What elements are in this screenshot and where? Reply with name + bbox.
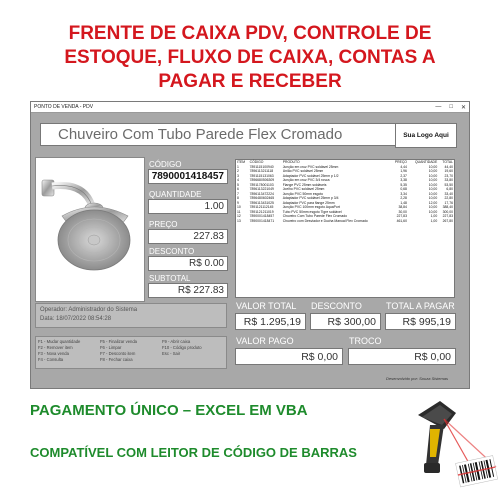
table-cell: Adaptador PVC soldável 25mm p 1/2: [282, 173, 339, 178]
subtitle-payment: PAGAMENTO ÚNICO – EXCEL EM VBA: [30, 402, 308, 419]
total-pagar-field: R$ 995,19: [385, 313, 456, 330]
table-cell: Tubo PVC 50mm esgoto Tigre soldável: [282, 209, 342, 214]
table-cell: 4: [237, 178, 239, 182]
table-cell: 388,40: [442, 205, 453, 209]
window-title: PONTO DE VENDA - PDV: [34, 104, 94, 110]
headline: [0, 22, 500, 94]
quantidade-label: QUANTIDADE: [149, 190, 202, 199]
table-cell: Chuveiro com Desviador e Ducha Manual Flex Cromado: [282, 218, 368, 223]
table-cell: 7891121211019: [249, 209, 274, 214]
table-cell: 300,00: [442, 209, 453, 214]
total-desconto-label: DESCONTO: [311, 301, 362, 311]
valor-total-field: R$ 1.295,19: [235, 313, 306, 330]
table-cell: União PVC soldável 25mm: [282, 169, 324, 173]
desconto-field: R$ 0.00: [148, 256, 228, 271]
table-cell: 9: [237, 200, 239, 205]
session-date: Data: 18/07/2022 08:54:28: [40, 316, 112, 322]
shortcut-item: F6 - Limpar: [100, 345, 122, 350]
table-cell: 7891121112145: [249, 205, 274, 209]
items-grid[interactable]: [235, 159, 455, 298]
grid-col-codigo: CÓDIGO: [249, 160, 264, 164]
table-cell: Adaptador PVC para flange 25mm: [282, 200, 335, 205]
window-titlebar: [31, 102, 469, 113]
shortcut-panel: [35, 336, 227, 369]
table-cell: 10,00: [428, 205, 438, 209]
operator-info: [35, 303, 227, 328]
valor-total-label: VALOR TOTAL: [236, 301, 297, 311]
table-cell: 2,37: [400, 173, 407, 178]
table-cell: Joelho PVC soldável 25mm: [282, 187, 325, 191]
table-cell: 461,60: [396, 218, 407, 223]
product-name-display: Chuveiro Com Tubo Parede Flex Cromado: [40, 123, 415, 146]
shortcut-column-1: [38, 339, 100, 366]
shortcut-item: F4 - Consulta: [38, 357, 64, 362]
close-button[interactable]: ✕: [460, 104, 466, 111]
table-cell: Junção em cruz PVC 3/4 rosca: [282, 178, 330, 182]
grid-col-total: TOTAL: [442, 160, 453, 164]
shortcut-item: F8 - Fechar caixa: [100, 357, 133, 362]
shortcut-item: F7 - Desconto item: [100, 351, 136, 356]
table-cell: Chuveiro Com Tubo Parede Flex Cromado: [282, 214, 347, 218]
table-cell: 7896113472224: [249, 191, 274, 196]
table-cell: 7891115100940: [249, 164, 274, 169]
table-cell: 10,00: [428, 191, 438, 196]
table-cell: Junção PVC 100mm esgoto AquaPort: [282, 205, 340, 209]
table-cell: 6,80: [446, 187, 453, 191]
table-cell: 7: [237, 191, 239, 196]
table-cell: Adaptador PVC soldável 25mm p 3/4: [282, 196, 339, 200]
table-cell: 7891115131063: [249, 173, 274, 178]
table-cell: 4,44: [400, 164, 407, 169]
table-cell: 6: [237, 187, 239, 191]
table-cell: 38,84: [398, 205, 407, 209]
shortcut-item: F9 - Abrir caixa: [162, 339, 191, 344]
total-pagar-label: TOTAL A PAGAR: [386, 301, 455, 311]
table-cell: 10,00: [428, 209, 438, 214]
table-cell: 7896113431025: [249, 200, 274, 205]
table-cell: 11: [237, 209, 241, 214]
table-row[interactable]: [236, 219, 454, 224]
valor-pago-label: VALOR PAGO: [236, 336, 294, 346]
grid-col-produto: PRODUTO: [282, 160, 300, 164]
headline-line-1: FRENTE DE CAIXA PDV, CONTROLE DE: [68, 23, 432, 44]
table-cell: 1,48: [400, 200, 407, 205]
table-cell: 33,40: [444, 191, 453, 196]
table-cell: 8: [237, 196, 239, 200]
items-table: [236, 160, 454, 223]
shower-head-icon: [36, 158, 144, 301]
desconto-label: DESCONTO: [149, 247, 195, 256]
table-cell: 10,00: [428, 196, 438, 200]
table-cell: 17,76: [444, 200, 453, 205]
table-cell: 53,50: [444, 182, 453, 187]
table-cell: 7890001418471: [249, 218, 275, 223]
table-cell: 2: [237, 169, 239, 173]
table-cell: 3: [237, 173, 239, 178]
table-cell: 1: [237, 164, 239, 169]
table-cell: 5: [237, 182, 239, 187]
table-cell: 12: [237, 214, 241, 218]
shortcut-item: F2 - Remover item: [38, 345, 73, 350]
shortcut-item: F5 - Finalizar venda: [100, 339, 138, 344]
table-cell: 7896480602465: [249, 196, 275, 200]
maximize-button[interactable]: □: [449, 103, 453, 110]
minimize-button[interactable]: —: [435, 103, 442, 110]
table-cell: 23,70: [444, 173, 453, 178]
table-cell: 3,34: [400, 191, 407, 196]
shortcut-item: F10 - Código produto: [162, 345, 202, 350]
table-cell: 227,83: [396, 214, 407, 218]
table-cell: 10,00: [428, 173, 438, 178]
logo-placeholder: Sua Logo Aqui: [395, 123, 457, 148]
table-cell: 7896113211118: [249, 169, 274, 173]
table-cell: 7896113221049: [249, 187, 274, 191]
codigo-input[interactable]: 7890001418457: [148, 169, 228, 184]
table-cell: 7896680506309: [249, 178, 275, 182]
subtitle-barcode: COMPATÍVEL COM LEITOR DE CÓDIGO DE BARRAS: [30, 445, 357, 460]
preco-field: 227.83: [148, 229, 228, 244]
table-cell: 1,00: [430, 214, 438, 218]
developer-credit: Desenvolvido por: Souza Sistemas: [386, 376, 449, 381]
headline-line-3: PAGAR E RECEBER: [158, 71, 342, 92]
troco-label: TROCO: [349, 336, 382, 346]
table-cell: 7891178001103: [249, 182, 274, 187]
troco-field: R$ 0,00: [348, 348, 456, 365]
table-cell: 5,35: [400, 182, 407, 187]
table-cell: 10,00: [428, 164, 438, 169]
quantidade-input[interactable]: 1.00: [148, 199, 228, 214]
valor-pago-input[interactable]: R$ 0,00: [235, 348, 343, 365]
shortcut-item: F3 - Nova venda: [38, 351, 69, 356]
table-cell: 1,96: [400, 169, 407, 173]
table-cell: 33,80: [444, 178, 453, 182]
subtotal-label: SUBTOTAL: [149, 274, 191, 283]
table-cell: 10: [237, 205, 241, 209]
table-cell: Junção em cruz PVC soldável 25mm: [282, 164, 339, 169]
grid-col-item: ITEM: [237, 160, 246, 164]
table-cell: Junção PVC 50mm esgoto: [282, 191, 324, 196]
table-cell: 7890001418457: [249, 214, 275, 218]
table-cell: 22,80: [444, 196, 453, 200]
shortcut-column-3: [162, 339, 224, 366]
table-cell: 0,68: [400, 187, 407, 191]
table-cell: 2,28: [400, 196, 407, 200]
table-cell: 1,00: [430, 218, 438, 223]
barcode-scanner-icon: [400, 395, 500, 493]
table-cell: 10,00: [428, 182, 438, 187]
table-cell: 19,60: [444, 169, 453, 173]
table-cell: 227,83: [442, 214, 453, 218]
table-cell: 10,00: [428, 187, 438, 191]
codigo-label: CÓDIGO: [149, 160, 182, 169]
table-cell: 10,00: [428, 169, 438, 173]
operator-name: Operador: Administrador do Sistema: [40, 307, 138, 313]
total-desconto-field: R$ 300,00: [310, 313, 381, 330]
table-cell: 44,40: [444, 164, 453, 169]
preco-label: PREÇO: [149, 220, 178, 229]
table-cell: 12,00: [428, 200, 438, 205]
shortcut-column-2: [100, 339, 162, 366]
headline-line-2: ESTOQUE, FLUXO DE CAIXA, CONTAS A: [64, 47, 436, 68]
shortcut-item: Esc - Sair: [162, 351, 181, 356]
table-cell: 13: [237, 218, 241, 223]
table-cell: Flange PVC 25mm soldáveis: [282, 182, 327, 187]
table-cell: 30,00: [398, 209, 407, 214]
grid-col-quantidade: QUANTIDADE: [414, 160, 438, 164]
shortcut-item: F1 - Mudar quantidade: [38, 339, 81, 344]
table-cell: 10,00: [428, 178, 438, 182]
table-cell: 267,80: [442, 218, 453, 223]
table-cell: 3,38: [400, 178, 407, 182]
pdv-window: [30, 101, 470, 389]
grid-col-preco: PREÇO: [394, 160, 407, 164]
product-photo: [35, 157, 145, 302]
subtotal-field: R$ 227.83: [148, 283, 228, 298]
